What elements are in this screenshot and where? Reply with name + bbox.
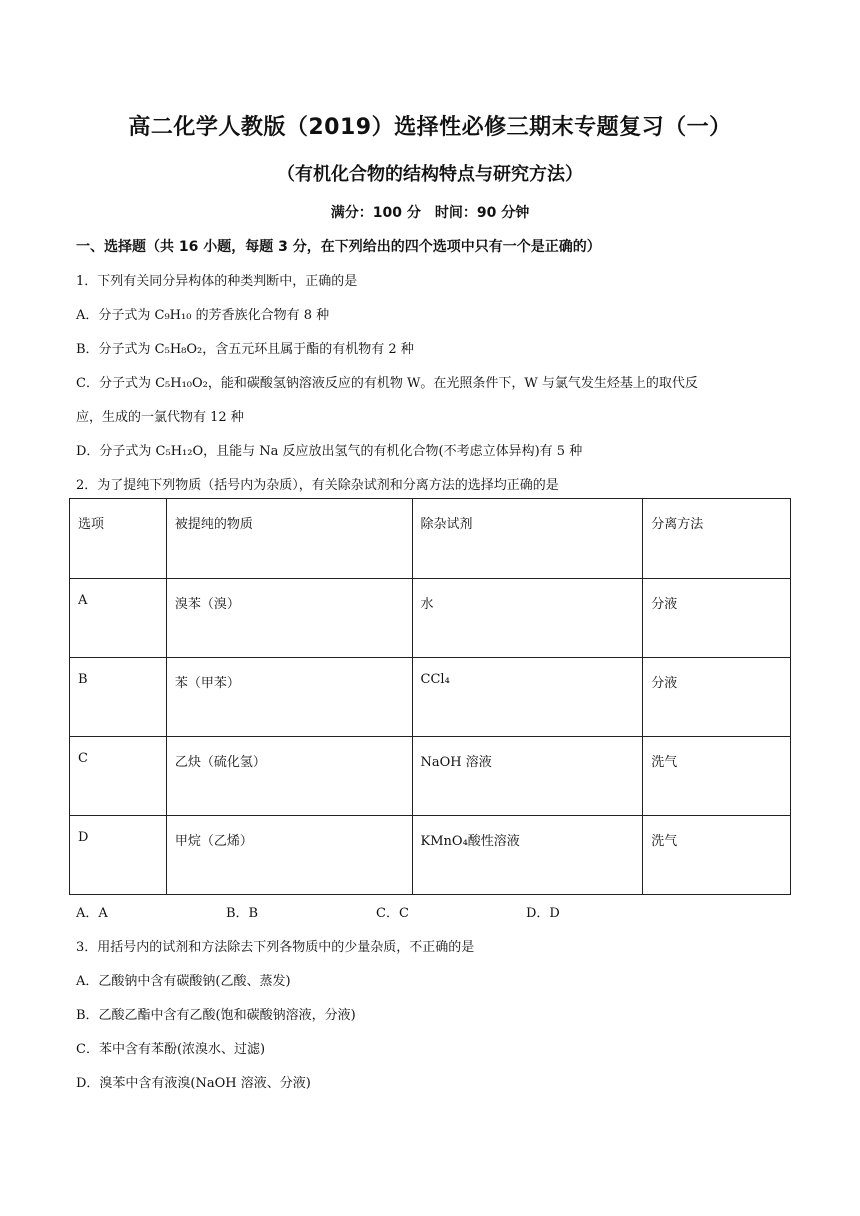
table-header-cell: 除杂试剂: [412, 499, 643, 579]
q1-option-d: D．分子式为 C₅H₁₂O，且能与 Na 反应放出氢气的有机化合物(不考虑立体异构)有 5 种: [76, 444, 583, 459]
table-cell: 分液: [643, 579, 791, 658]
document-subtitle: （有机化合物的结构特点与研究方法）: [277, 164, 583, 185]
document-title: 高二化学人教版（2019）选择性必修三期末专题复习（一）: [128, 115, 732, 140]
table-cell: 苯（甲苯）: [166, 658, 412, 737]
q2-table: [69, 498, 791, 895]
table-cell: NaOH 溶液: [412, 737, 643, 816]
table-cell: C: [70, 737, 167, 816]
q2-answer-b: B．B: [226, 906, 259, 921]
table-cell: 水: [412, 579, 643, 658]
table-cell: KMnO₄酸性溶液: [412, 816, 643, 895]
table-cell: CCl₄: [412, 658, 643, 737]
table-header-cell: 被提纯的物质: [166, 499, 412, 579]
table-cell: 甲烷（乙烯）: [166, 816, 412, 895]
section-heading: 一、选择题（共 16 小题，每题 3 分，在下列给出的四个选项中只有一个是正确的）: [76, 239, 601, 255]
table-row: [70, 816, 791, 895]
table-cell: 溴苯（溴）: [166, 579, 412, 658]
q3-option-d: D．溴苯中含有液溴(NaOH 溶液、分液): [76, 1076, 311, 1091]
table-cell: 洗气: [643, 816, 791, 895]
q2-answer-d: D．D: [526, 906, 560, 921]
table-header-cell: 选项: [70, 499, 167, 579]
table-cell: B: [70, 658, 167, 737]
table-cell: A: [70, 579, 167, 658]
q1-stem: 1．下列有关同分异构体的种类判断中，正确的是: [76, 274, 358, 289]
q3-option-c: C．苯中含有苯酚(浓溴水、过滤): [76, 1042, 266, 1057]
table-row: [70, 737, 791, 816]
q1-option-c-line1: C．分子式为 C₅H₁₀O₂，能和碳酸氢钠溶液反应的有机物 W。在光照条件下，W 与氯气发生烃基上的取代反: [76, 376, 698, 391]
table-header-row: [70, 499, 791, 579]
q2-answer-c: C．C: [376, 906, 409, 921]
table-cell: 乙炔（硫化氢）: [166, 737, 412, 816]
q2-stem: 2．为了提纯下列物质（括号内为杂质），有关除杂试剂和分离方法的选择均正确的是: [76, 478, 559, 493]
table-row: [70, 658, 791, 737]
q1-option-b: B．分子式为 C₅H₈O₂，含五元环且属于酯的有机物有 2 种: [76, 342, 414, 357]
q3-stem: 3．用括号内的试剂和方法除去下列各物质中的少量杂质，不正确的是: [76, 940, 475, 955]
exam-meta: 满分：100 分 时间：90 分钟: [330, 205, 530, 221]
q2-answer-options: [76, 902, 696, 921]
table-cell: 洗气: [643, 737, 791, 816]
q3-option-b: B．乙酸乙酯中含有乙酸(饱和碳酸钠溶液，分液): [76, 1008, 356, 1023]
q2-answer-a: A．A: [76, 906, 108, 921]
q3-option-a: A．乙酸钠中含有碳酸钠(乙酸、蒸发): [76, 974, 291, 989]
table-cell: D: [70, 816, 167, 895]
q1-option-c-line2: 应，生成的一氯代物有 12 种: [76, 410, 244, 425]
table-row: [70, 579, 791, 658]
table-cell: 分液: [643, 658, 791, 737]
q1-option-a: A．分子式为 C₉H₁₀ 的芳香族化合物有 8 种: [76, 308, 330, 323]
table-header-cell: 分离方法: [643, 499, 791, 579]
